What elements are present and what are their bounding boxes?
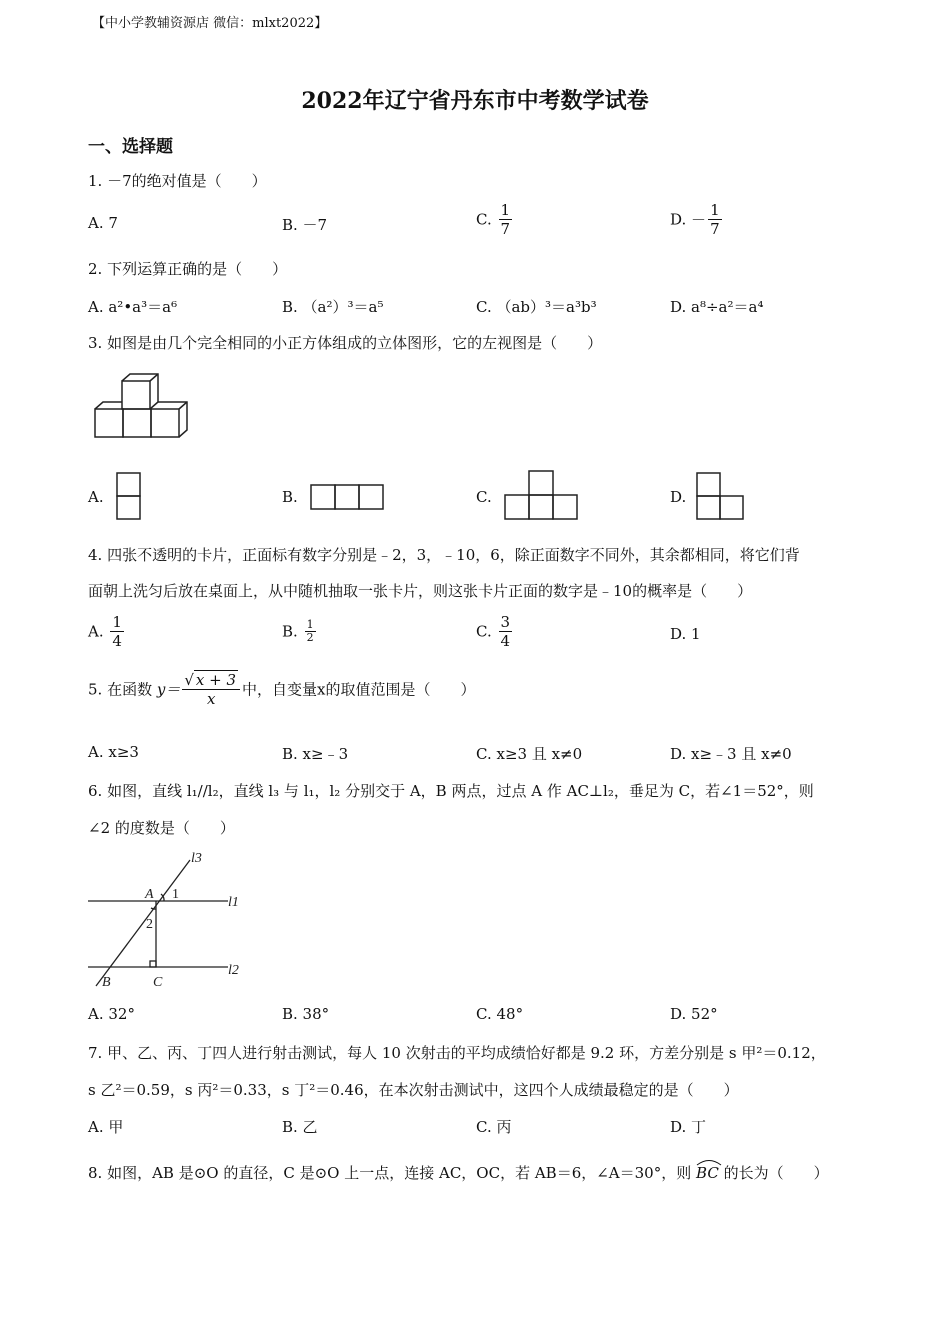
fraction: $\frac{3}{4}$ — [500, 613, 511, 650]
arc-bc: BC — [696, 1158, 719, 1182]
q5-option-d: D. x≥﹣3 且 x≠0 — [670, 745, 792, 763]
q7-option-b: B. 乙 — [282, 1118, 318, 1136]
q6-option-c: C. 48° — [476, 1005, 524, 1023]
q6-option-d: D. 52° — [670, 1005, 718, 1023]
label-l3: l3 — [191, 851, 202, 866]
q1-option-a: A. 7 — [88, 214, 118, 232]
q3-option-b-label: B. — [282, 488, 298, 506]
q2-stem: 2. 下列运算正确的是（ ） — [88, 260, 288, 278]
q5-option-a: A. x≥3 — [88, 743, 139, 761]
q3-option-d-figure — [696, 472, 746, 522]
label-l2: l2 — [228, 963, 239, 978]
label-C: C — [153, 975, 163, 990]
q2-option-a: A. a²•a³＝a⁶ — [88, 298, 178, 316]
label-B: B — [102, 975, 111, 990]
q3-stem: 3. 如图是由几个完全相同的小正方体组成的立体图形，它的左视图是（ ） — [88, 334, 603, 352]
label-angle-1: 1 — [172, 887, 179, 902]
q7-option-c: C. 丙 — [476, 1118, 512, 1136]
q1-stem: 1. －7的绝对值是（ ） — [88, 172, 267, 190]
q6-line2: ∠2 的度数是（ ） — [88, 819, 235, 837]
q5-stem: 5. 在函数 y＝ $\frac{√ x + 3}{x}$ 中，自变量x的取值范围是（ ） — [88, 671, 476, 708]
q5-option-c: C. x≥3 且 x≠0 — [476, 745, 583, 763]
q3-option-c-label: C. — [476, 488, 492, 506]
q2-option-d: D. a⁸÷a²＝a⁴ — [670, 298, 764, 316]
q2-option-b: B. （a²）³＝a⁵ — [282, 298, 384, 316]
q6-option-b: B. 38° — [282, 1005, 330, 1023]
q3-option-c-figure — [504, 470, 580, 522]
q6-line1: 6. 如图，直线 l₁//l₂，直线 l₃ 与 l₁，l₂ 分别交于 A，B 两点，过点 A 作 AC⊥l₂，垂足为 C，若∠1＝52°，则 — [88, 782, 814, 800]
q4-option-c: C. $\frac{3}{4}$ — [476, 613, 511, 650]
fraction: $\frac{1}{2}$ — [306, 618, 314, 644]
q2-option-c: C. （ab）³＝a³b³ — [476, 298, 597, 316]
q4-option-a: A. $\frac{1}{4}$ — [88, 613, 122, 650]
q3-option-a-figure — [116, 472, 142, 520]
q8-stem: 8. 如图，AB 是⊙O 的直径，C 是⊙O 上一点，连接 AC，OC，若 AB＝6，∠A＝30°，则 BC 的长为（ ） — [88, 1158, 829, 1183]
section-heading: 一、选择题 — [88, 137, 173, 157]
fraction: $\frac{1}{4}$ — [112, 613, 122, 650]
q1-option-d: D. － $\frac{1}{7}$ — [670, 201, 720, 238]
q3-option-b-figure — [310, 484, 386, 512]
label-A: A — [145, 887, 154, 902]
q4-option-b: B. $\frac{1}{2}$ — [282, 618, 314, 644]
label-angle-2: 2 — [146, 917, 153, 932]
q4-line2: 面朝上洗匀后放在桌面上，从中随机抽取一张卡片，则这张卡片正面的数字是﹣10的概率是（ ） — [88, 582, 753, 600]
q7-line1: 7. 甲、乙、丙、丁四人进行射击测试，每人 10 次射击的平均成绩恰好都是 9.2 环，方差分别是 s 甲²＝0.12， — [88, 1044, 826, 1062]
header-note: 【中小学教辅资源店 微信：mlxt2022】 — [92, 16, 328, 31]
q6-option-a: A. 32° — [88, 1005, 135, 1023]
q7-option-a: A. 甲 — [88, 1118, 124, 1136]
fraction: $\frac{1}{7}$ — [710, 201, 720, 238]
page-title: 2022年辽宁省丹东市中考数学试卷 — [301, 88, 649, 114]
q4-line1: 4. 四张不透明的卡片，正面标有数字分别是﹣2，3，﹣10，6，除正面数字不同外，其余都相同，将它们背 — [88, 546, 800, 564]
q4-option-d: D. 1 — [670, 625, 701, 643]
q7-line2: s 乙²＝0.59，s 丙²＝0.33，s 丁²＝0.46，在本次射击测试中，这四个人成绩最稳定的是（ ） — [88, 1081, 739, 1099]
q6-geometry-figure — [86, 846, 256, 996]
q3-solid-figure — [92, 372, 192, 442]
q1-option-c: C. $\frac{1}{7}$ — [476, 201, 511, 238]
label-l1: l1 — [228, 895, 239, 910]
q3-option-d-label: D. — [670, 488, 687, 506]
sqrt-fraction: $\frac{√ x + 3}{x}$ — [182, 670, 240, 708]
fraction: $\frac{1}{7}$ — [500, 201, 511, 238]
q7-option-d: D. 丁 — [670, 1118, 707, 1136]
q3-option-a-label: A. — [88, 488, 104, 506]
q5-option-b: B. x≥﹣3 — [282, 745, 349, 763]
q1-option-b: B. －7 — [282, 216, 328, 234]
